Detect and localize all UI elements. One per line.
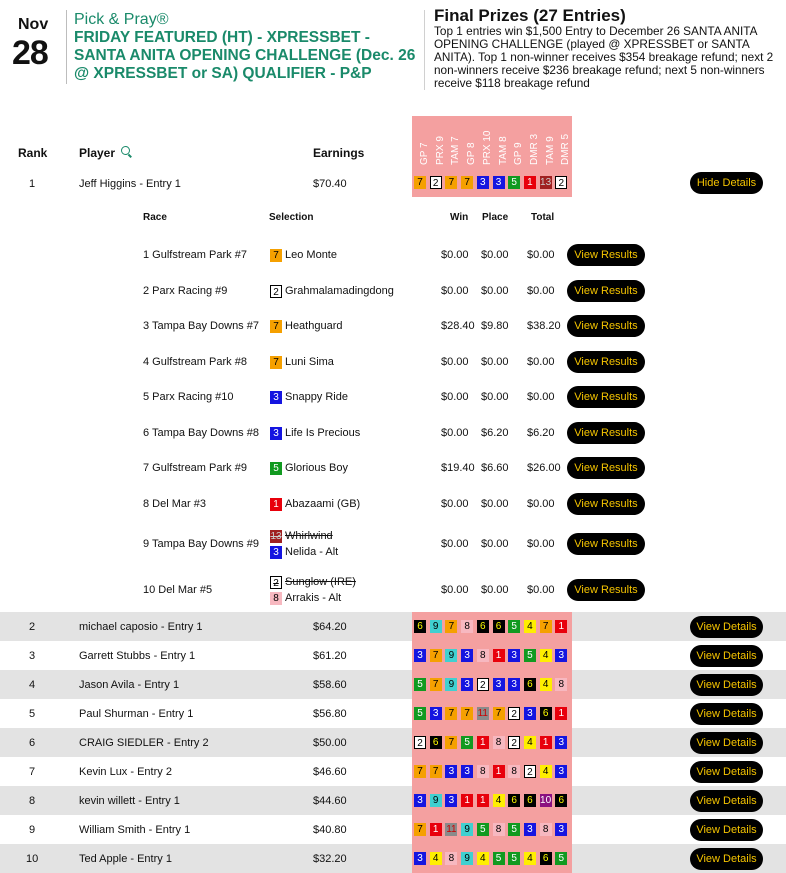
prizes-description: Top 1 entries win $1,500 Entry to December 26 SANTA ANITA OPENING CHALLENGE (played @ XPRESSBET or SANTA ANITA). Top 1 non-winner receives $354 breakage refund; next 2 non-winners receive $236 breakage refund; next 5 non-winners receive $118 breakage refund (434, 24, 774, 90)
player-name[interactable]: Ted Apple - Entry 1 (79, 853, 172, 865)
pick-chip: 5 (508, 823, 520, 836)
pick-chip: 8 (445, 852, 457, 865)
pick-chip: 2 (270, 285, 282, 298)
win-payout: $19.40 (441, 462, 475, 474)
divider (66, 10, 67, 84)
pick-chip: 2 (270, 576, 282, 589)
pick-chip: 4 (524, 852, 536, 865)
view-details-button[interactable]: View Details (690, 761, 763, 783)
leg-header-band (412, 116, 572, 170)
place-payout: $0.00 (481, 498, 509, 510)
pick-chip: 1 (270, 498, 282, 511)
pick-chip: 8 (461, 620, 473, 633)
pick-chip: 2 (477, 678, 489, 691)
race-name: 1 Gulfstream Park #7 (143, 249, 247, 261)
pick-chip: 3 (461, 765, 473, 778)
leg-header (462, 116, 478, 170)
pick-chip: 3 (414, 852, 426, 865)
pick-chip: 9 (430, 794, 442, 807)
leg-header-label: PRX 9 (434, 136, 446, 165)
view-results-button[interactable]: View Results (567, 457, 645, 479)
pick-chip: 6 (524, 794, 536, 807)
pick-chip: 3 (270, 427, 282, 440)
pick-chip: 4 (493, 794, 505, 807)
pick-chip: 7 (430, 765, 442, 778)
race-name: 8 Del Mar #3 (143, 498, 206, 510)
total-payout: $6.20 (527, 427, 555, 439)
rank-value: 6 (29, 737, 36, 749)
pick-chip: 8 (508, 765, 520, 778)
pick-chip: 1 (461, 794, 473, 807)
total-payout: $0.00 (527, 538, 555, 550)
table-row (0, 170, 786, 197)
win-payout: $0.00 (441, 356, 469, 368)
pick-chip: 8 (270, 592, 282, 605)
player-name[interactable]: Jeff Higgins - Entry 1 (79, 178, 181, 190)
rank-value: 8 (29, 795, 36, 807)
pick-chip: 1 (493, 765, 505, 778)
pick-chip: 8 (477, 765, 489, 778)
view-details-button[interactable]: View Details (690, 645, 763, 667)
race-name: 9 Tampa Bay Downs #9 (143, 538, 259, 550)
win-payout: $0.00 (441, 498, 469, 510)
place-payout: $6.60 (481, 462, 509, 474)
race-name: 2 Parx Racing #9 (143, 285, 228, 297)
pick-chip: 3 (555, 649, 567, 662)
place-payout: $6.20 (481, 427, 509, 439)
place-payout: $0.00 (481, 356, 509, 368)
pick-chip: 1 (540, 736, 552, 749)
leg-header-label: DMR 5 (560, 133, 572, 165)
player-name[interactable]: CRAIG SIEDLER - Entry 2 (79, 737, 209, 749)
pick-chip: 7 (540, 620, 552, 633)
details-header-place: Place (482, 212, 509, 223)
rank-value: 10 (26, 853, 39, 865)
prizes-title: Final Prizes (27 Entries) (434, 6, 626, 25)
place-payout: $0.00 (481, 538, 509, 550)
pick-chip: 5 (508, 176, 520, 189)
column-header-rank: Rank (18, 146, 48, 160)
view-results-button[interactable]: View Results (567, 351, 645, 373)
pick-chip: 7 (445, 707, 457, 720)
view-results-button[interactable]: View Results (567, 579, 645, 601)
leg-header (446, 116, 462, 170)
pick-chip: 2 (414, 736, 426, 749)
pick-chip: 8 (540, 823, 552, 836)
pick-chip: 7 (445, 176, 457, 189)
leg-header (556, 116, 572, 170)
horse-name: Heathguard (285, 320, 343, 332)
earnings-value: $32.20 (313, 853, 347, 865)
horse-name: Snappy Ride (285, 391, 348, 403)
pick-chip: 6 (414, 620, 426, 633)
pick-chip: 5 (414, 678, 426, 691)
contest-title: FRIDAY FEATURED (HT) - XPRESSBET - SANTA ANITA OPENING CHALLENGE (Dec. 26 @ XPRESSBET or SA) QUALIFIER - P&P (74, 29, 416, 82)
horse-name: Abazaami (GB) (285, 498, 361, 510)
pick-chip: 2 (508, 736, 520, 749)
rank-value: 4 (29, 679, 36, 691)
leg-header-label: GP 7 (419, 142, 430, 165)
rank-value: 2 (29, 621, 36, 633)
earnings-value: $40.80 (313, 824, 347, 836)
leg-header (525, 116, 541, 170)
view-results-button[interactable]: View Results (567, 422, 645, 444)
rank-value: 7 (29, 766, 36, 778)
pick-chip: 4 (524, 620, 536, 633)
date-day: 28 (12, 34, 48, 72)
player-name[interactable]: kevin willett - Entry 1 (79, 795, 180, 807)
table-row (0, 786, 786, 815)
brand-name: Pick & Pray® (74, 11, 169, 28)
leg-header-label: DMR 3 (528, 133, 540, 165)
leg-header (494, 116, 510, 170)
details-header-selection: Selection (269, 212, 314, 223)
pick-chip: 9 (461, 852, 473, 865)
leg-header-label: TAM 8 (497, 136, 509, 165)
view-results-button[interactable]: View Results (567, 244, 645, 266)
pick-chip: 6 (540, 707, 552, 720)
pick-chip: 5 (270, 462, 282, 475)
view-details-button[interactable]: View Details (690, 790, 763, 812)
race-name: 5 Parx Racing #10 (143, 391, 234, 403)
earnings-value: $58.60 (313, 679, 347, 691)
player-name[interactable]: Paul Shurman - Entry 1 (79, 708, 194, 720)
earnings-value: $61.20 (313, 650, 347, 662)
horse-name: Glorious Boy (285, 462, 348, 474)
divider (424, 10, 425, 90)
pick-chip: 3 (555, 736, 567, 749)
horse-name: Luni Sima (285, 356, 334, 368)
pick-chip: 1 (524, 176, 536, 189)
leg-header (541, 116, 557, 170)
win-payout: $0.00 (441, 538, 469, 550)
pick-chip: 8 (477, 649, 489, 662)
view-results-button[interactable]: View Results (567, 315, 645, 337)
total-payout: $0.00 (527, 498, 555, 510)
pick-chip: 7 (414, 765, 426, 778)
pick-chip: 3 (270, 391, 282, 404)
leg-header-label: GP 9 (513, 142, 525, 165)
view-results-button[interactable]: View Results (567, 386, 645, 408)
pick-chip: 5 (508, 620, 520, 633)
pick-chip: 11 (477, 708, 488, 719)
pick-chip: 3 (493, 176, 505, 189)
pick-chip: 11 (446, 824, 457, 835)
horse-name: Whirlwind (285, 530, 333, 542)
leg-header-label: PRX 10 (481, 130, 493, 165)
pick-chip: 1 (555, 707, 567, 720)
pick-chip: 3 (555, 765, 567, 778)
horse-name: Leo Monte (285, 249, 337, 261)
rank-value: 9 (29, 824, 36, 836)
pick-chip: 2 (555, 176, 567, 189)
pick-chip: 1 (477, 794, 489, 807)
view-details-button[interactable]: View Details (690, 819, 763, 841)
pick-chip: 3 (414, 649, 426, 662)
win-payout: $0.00 (441, 285, 469, 297)
total-payout: $0.00 (527, 584, 555, 596)
pick-chip: 1 (493, 649, 505, 662)
pick-chip: 2 (524, 765, 536, 778)
win-payout: $0.00 (441, 249, 469, 261)
pick-chip: 7 (445, 736, 457, 749)
place-payout: $0.00 (481, 584, 509, 596)
table-row (0, 641, 786, 670)
view-details-button[interactable]: View Details (690, 616, 763, 638)
table-row (0, 670, 786, 699)
player-name[interactable]: William Smith - Entry 1 (79, 824, 191, 836)
pick-chip: 7 (270, 249, 282, 262)
date-month: Nov (18, 16, 49, 33)
table-row (0, 728, 786, 757)
pick-chip: 7 (493, 707, 505, 720)
player-name[interactable]: Kevin Lux - Entry 2 (79, 766, 172, 778)
rank-value: 1 (29, 178, 36, 190)
leg-header-label: TAM 7 (450, 136, 462, 165)
total-payout: $0.00 (527, 285, 555, 297)
win-payout: $0.00 (441, 391, 469, 403)
pick-chip: 9 (445, 649, 457, 662)
player-name[interactable]: Garrett Stubbs - Entry 1 (79, 650, 196, 662)
pick-chip: 7 (414, 823, 426, 836)
pick-chip: 4 (540, 765, 552, 778)
details-header-win: Win (450, 212, 469, 223)
pick-chip: 8 (493, 736, 505, 749)
pick-chip: 5 (461, 736, 473, 749)
view-results-button[interactable]: View Results (567, 533, 645, 555)
earnings-value: $70.40 (313, 178, 347, 190)
place-payout: $0.00 (481, 285, 509, 297)
pick-chip: 7 (270, 320, 282, 333)
pick-chip: 3 (430, 707, 442, 720)
pick-chip: 8 (493, 823, 505, 836)
pick-chip: 3 (461, 678, 473, 691)
place-payout: $9.80 (481, 320, 509, 332)
pick-chip: 3 (508, 649, 520, 662)
leg-header-label: TAM 9 (544, 136, 556, 165)
pick-chip: 10 (540, 795, 552, 806)
pick-chip: 7 (461, 707, 473, 720)
pick-chip: 3 (270, 546, 282, 559)
pick-chip: 9 (445, 678, 457, 691)
pick-chip: 8 (555, 678, 567, 691)
search-icon[interactable] (121, 146, 130, 155)
horse-name: Grahmalamadingdong (285, 285, 394, 297)
total-payout: $0.00 (527, 249, 555, 261)
leg-header (509, 116, 525, 170)
pick-chip: 4 (430, 852, 442, 865)
leg-header (415, 116, 431, 170)
total-payout: $0.00 (527, 356, 555, 368)
pick-chip: 5 (524, 649, 536, 662)
pick-chip: 3 (461, 649, 473, 662)
column-header-earnings: Earnings (313, 146, 365, 160)
race-name: 3 Tampa Bay Downs #7 (143, 320, 259, 332)
earnings-value: $56.80 (313, 708, 347, 720)
view-details-button[interactable]: View Details (690, 848, 763, 870)
pick-chip: 3 (414, 794, 426, 807)
details-header-total: Total (531, 212, 555, 223)
rank-value: 3 (29, 650, 36, 662)
pick-chip: 5 (414, 707, 426, 720)
pick-chip: 3 (524, 823, 536, 836)
view-results-button[interactable]: View Results (567, 493, 645, 515)
pick-chip: 5 (555, 852, 567, 865)
table-row (0, 815, 786, 844)
pick-chip: 6 (477, 620, 489, 633)
horse-name: Arrakis - Alt (285, 592, 342, 604)
total-payout: $26.00 (527, 462, 561, 474)
pick-chip: 6 (508, 794, 520, 807)
column-header-player (79, 146, 130, 160)
earnings-value: $46.60 (313, 766, 347, 778)
total-payout: $0.00 (527, 391, 555, 403)
race-name: 6 Tampa Bay Downs #8 (143, 427, 259, 439)
table-row (0, 757, 786, 786)
pick-chip: 3 (508, 678, 520, 691)
table-row (0, 699, 786, 728)
earnings-value: $64.20 (313, 621, 347, 633)
view-details-button[interactable]: View Details (690, 732, 763, 754)
player-name[interactable]: Jason Avila - Entry 1 (79, 679, 180, 691)
pick-chip: 6 (493, 620, 505, 633)
leg-header-label: GP 8 (466, 142, 478, 165)
horse-name: Sunglow (IRE) (285, 576, 356, 588)
pick-chip: 9 (461, 823, 473, 836)
pick-chip: 5 (508, 852, 520, 865)
place-payout: $0.00 (481, 391, 509, 403)
pick-chip: 3 (445, 765, 457, 778)
place-payout: $0.00 (481, 249, 509, 261)
pick-chip: 3 (555, 823, 567, 836)
race-name: 7 Gulfstream Park #9 (143, 462, 247, 474)
pick-chip: 5 (493, 852, 505, 865)
pick-chip: 3 (493, 678, 505, 691)
column-header-player-label: Player (79, 146, 116, 160)
win-payout: $0.00 (441, 427, 469, 439)
pick-chip: 7 (414, 176, 426, 189)
pick-chip: 7 (445, 620, 457, 633)
pick-chip: 5 (477, 823, 489, 836)
pick-chip: 6 (524, 678, 536, 691)
pick-chip: 4 (540, 678, 552, 691)
pick-chip: 3 (477, 176, 489, 189)
pick-chip: 9 (430, 620, 442, 633)
pick-chip: 6 (430, 736, 442, 749)
table-row (0, 612, 786, 641)
pick-chip: 7 (270, 356, 282, 369)
pick-chip: 1 (477, 736, 489, 749)
pick-chip: 3 (524, 707, 536, 720)
earnings-value: $44.60 (313, 795, 347, 807)
pick-chip: 4 (540, 649, 552, 662)
race-name: 10 Del Mar #5 (143, 584, 213, 596)
pick-chip: 1 (555, 620, 567, 633)
pick-chip: 6 (555, 794, 567, 807)
win-payout: $28.40 (441, 320, 475, 332)
pick-chip: 13 (270, 531, 282, 542)
pick-chip: 1 (430, 823, 442, 836)
win-payout: $0.00 (441, 584, 469, 596)
rank-value: 5 (29, 708, 36, 720)
pick-chip: 7 (430, 678, 442, 691)
pick-chip: 4 (477, 852, 489, 865)
horse-name: Nelida - Alt (285, 546, 339, 558)
pick-chip: 2 (508, 707, 520, 720)
pick-chip: 7 (461, 176, 473, 189)
pick-chip: 2 (430, 176, 442, 189)
player-name[interactable]: michael caposio - Entry 1 (79, 621, 203, 633)
horse-name: Life Is Precious (285, 427, 361, 439)
leg-header (431, 116, 447, 170)
hide-details-button[interactable]: Hide Details (690, 172, 763, 194)
table-row (0, 844, 786, 873)
pick-chip: 3 (445, 794, 457, 807)
total-payout: $38.20 (527, 320, 561, 332)
pick-chip: 6 (540, 852, 552, 865)
view-details-button[interactable]: View Details (690, 703, 763, 725)
earnings-value: $50.00 (313, 737, 347, 749)
pick-chip: 7 (430, 649, 442, 662)
pick-chip: 4 (524, 736, 536, 749)
leg-header (478, 116, 494, 170)
details-header-race: Race (143, 212, 167, 223)
pick-chip: 13 (540, 177, 552, 188)
race-name: 4 Gulfstream Park #8 (143, 356, 247, 368)
view-details-button[interactable]: View Details (690, 674, 763, 696)
view-results-button[interactable]: View Results (567, 280, 645, 302)
